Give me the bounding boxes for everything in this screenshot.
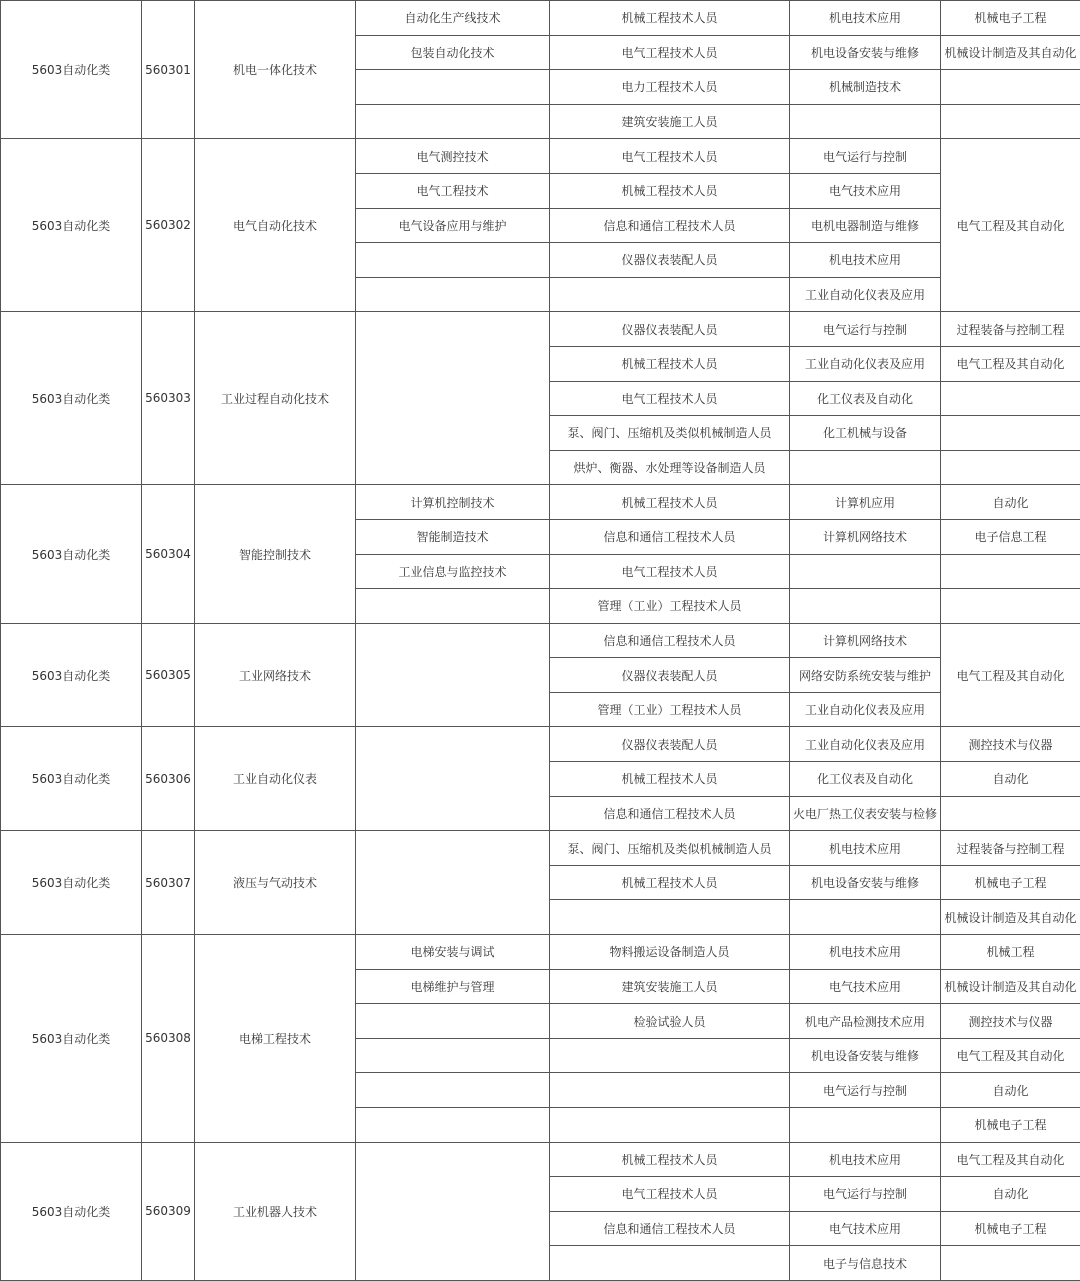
- related-major-cell: [356, 831, 550, 935]
- secondary-major-cell: 电气运行与控制: [790, 312, 941, 347]
- secondary-major-cell: 电机电器制造与维修: [790, 208, 941, 243]
- occupation-cell: 检验试验人员: [550, 1004, 790, 1039]
- occupation-cell: 信息和通信工程技术人员: [550, 1211, 790, 1246]
- secondary-major-cell: [790, 900, 941, 935]
- undergrad-major-cell: 机械电子工程: [941, 865, 1080, 900]
- secondary-major-cell: 工业自动化仪表及应用: [790, 277, 941, 312]
- category-cell: 5603自动化类: [1, 139, 142, 312]
- related-major-cell: 自动化生产线技术: [356, 1, 550, 36]
- secondary-major-cell: 电气技术应用: [790, 173, 941, 208]
- major-cell: 工业网络技术: [195, 623, 356, 727]
- secondary-major-cell: 计算机应用: [790, 485, 941, 520]
- related-major-cell: 计算机控制技术: [356, 485, 550, 520]
- code-cell: 560308: [142, 935, 195, 1143]
- occupation-cell: 物料搬运设备制造人员: [550, 935, 790, 970]
- undergrad-major-cell: 电气工程及其自动化: [941, 623, 1080, 727]
- table-row: [1, 727, 1080, 762]
- category-cell: 5603自动化类: [1, 1142, 142, 1280]
- major-cell: 工业机器人技术: [195, 1142, 356, 1280]
- related-major-cell: 电气测控技术: [356, 139, 550, 174]
- related-major-cell: 工业信息与监控技术: [356, 554, 550, 589]
- secondary-major-cell: 化工机械与设备: [790, 416, 941, 451]
- occupation-cell: 电气工程技术人员: [550, 554, 790, 589]
- occupation-cell: 机械工程技术人员: [550, 485, 790, 520]
- occupation-cell: [550, 900, 790, 935]
- occupation-cell: 电力工程技术人员: [550, 70, 790, 105]
- secondary-major-cell: 机电技术应用: [790, 935, 941, 970]
- undergrad-major-cell: 测控技术与仪器: [941, 727, 1080, 762]
- related-major-cell: [356, 104, 550, 139]
- category-cell: 5603自动化类: [1, 935, 142, 1143]
- undergrad-major-cell: 自动化: [941, 762, 1080, 797]
- code-cell: 560301: [142, 1, 195, 139]
- occupation-cell: 机械工程技术人员: [550, 762, 790, 797]
- undergrad-major-cell: [941, 450, 1080, 485]
- undergrad-major-cell: 机械电子工程: [941, 1211, 1080, 1246]
- secondary-major-cell: [790, 554, 941, 589]
- major-table-body: [1, 1, 1080, 1281]
- secondary-major-cell: 化工仪表及自动化: [790, 381, 941, 416]
- major-cell: 智能控制技术: [195, 485, 356, 623]
- occupation-cell: 电气工程技术人员: [550, 381, 790, 416]
- secondary-major-cell: [790, 589, 941, 624]
- major-cell: 工业过程自动化技术: [195, 312, 356, 485]
- occupation-cell: 信息和通信工程技术人员: [550, 796, 790, 831]
- secondary-major-cell: [790, 104, 941, 139]
- major-cell: 机电一体化技术: [195, 1, 356, 139]
- occupation-cell: 管理（工业）工程技术人员: [550, 589, 790, 624]
- secondary-major-cell: 机电设备安装与维修: [790, 1038, 941, 1073]
- occupation-cell: 机械工程技术人员: [550, 1142, 790, 1177]
- occupation-cell: 电气工程技术人员: [550, 35, 790, 70]
- undergrad-major-cell: 测控技术与仪器: [941, 1004, 1080, 1039]
- secondary-major-cell: 化工仪表及自动化: [790, 762, 941, 797]
- table-row: [1, 139, 1080, 174]
- occupation-cell: 机械工程技术人员: [550, 173, 790, 208]
- undergrad-major-cell: 机械电子工程: [941, 1, 1080, 36]
- table-row: [1, 623, 1080, 658]
- related-major-cell: [356, 277, 550, 312]
- undergrad-major-cell: 自动化: [941, 485, 1080, 520]
- undergrad-major-cell: 过程装备与控制工程: [941, 312, 1080, 347]
- secondary-major-cell: [790, 1108, 941, 1143]
- secondary-major-cell: 工业自动化仪表及应用: [790, 692, 941, 727]
- code-cell: 560303: [142, 312, 195, 485]
- related-major-cell: [356, 727, 550, 831]
- secondary-major-cell: 机电技术应用: [790, 1142, 941, 1177]
- occupation-cell: 电气工程技术人员: [550, 1177, 790, 1212]
- major-cell: 工业自动化仪表: [195, 727, 356, 831]
- secondary-major-cell: 机电产品检测技术应用: [790, 1004, 941, 1039]
- undergrad-major-cell: [941, 416, 1080, 451]
- related-major-cell: [356, 1073, 550, 1108]
- occupation-cell: [550, 277, 790, 312]
- secondary-major-cell: 机电设备安装与维修: [790, 35, 941, 70]
- occupation-cell: 建筑安装施工人员: [550, 104, 790, 139]
- undergrad-major-cell: 电子信息工程: [941, 519, 1080, 554]
- table-row: [1, 935, 1080, 970]
- undergrad-major-cell: 自动化: [941, 1073, 1080, 1108]
- related-major-cell: [356, 589, 550, 624]
- undergrad-major-cell: 电气工程及其自动化: [941, 346, 1080, 381]
- related-major-cell: [356, 623, 550, 727]
- secondary-major-cell: 电气运行与控制: [790, 139, 941, 174]
- undergrad-major-cell: [941, 796, 1080, 831]
- occupation-cell: 机械工程技术人员: [550, 865, 790, 900]
- occupation-cell: 泵、阀门、压缩机及类似机械制造人员: [550, 831, 790, 866]
- secondary-major-cell: 电气技术应用: [790, 1211, 941, 1246]
- secondary-major-cell: 计算机网络技术: [790, 519, 941, 554]
- secondary-major-cell: 机电技术应用: [790, 243, 941, 278]
- undergrad-major-cell: 机械设计制造及其自动化: [941, 35, 1080, 70]
- code-cell: 560309: [142, 1142, 195, 1280]
- category-cell: 5603自动化类: [1, 831, 142, 935]
- related-major-cell: 电气工程技术: [356, 173, 550, 208]
- secondary-major-cell: 机械制造技术: [790, 70, 941, 105]
- table-row: [1, 1, 1080, 36]
- secondary-major-cell: 网络安防系统安装与维护: [790, 658, 941, 693]
- related-major-cell: [356, 1108, 550, 1143]
- occupation-cell: 仪器仪表装配人员: [550, 312, 790, 347]
- table-row: [1, 312, 1080, 347]
- category-cell: 5603自动化类: [1, 1, 142, 139]
- major-cell: 电梯工程技术: [195, 935, 356, 1143]
- occupation-cell: 建筑安装施工人员: [550, 969, 790, 1004]
- secondary-major-cell: 机电技术应用: [790, 831, 941, 866]
- occupation-cell: 信息和通信工程技术人员: [550, 623, 790, 658]
- related-major-cell: [356, 70, 550, 105]
- category-cell: 5603自动化类: [1, 623, 142, 727]
- secondary-major-cell: 电气技术应用: [790, 969, 941, 1004]
- undergrad-major-cell: 机械设计制造及其自动化: [941, 900, 1080, 935]
- occupation-cell: 仪器仪表装配人员: [550, 243, 790, 278]
- related-major-cell: [356, 1142, 550, 1280]
- undergrad-major-cell: 机械设计制造及其自动化: [941, 969, 1080, 1004]
- table-row: [1, 1142, 1080, 1177]
- undergrad-major-cell: 电气工程及其自动化: [941, 1142, 1080, 1177]
- secondary-major-cell: 火电厂热工仪表安装与检修: [790, 796, 941, 831]
- related-major-cell: [356, 1004, 550, 1039]
- undergrad-major-cell: [941, 70, 1080, 105]
- undergrad-major-cell: [941, 1246, 1080, 1281]
- undergrad-major-cell: 电气工程及其自动化: [941, 139, 1080, 312]
- occupation-cell: [550, 1246, 790, 1281]
- related-major-cell: 包装自动化技术: [356, 35, 550, 70]
- related-major-cell: 电梯维护与管理: [356, 969, 550, 1004]
- major-cell: 电气自动化技术: [195, 139, 356, 312]
- occupation-cell: 电气工程技术人员: [550, 139, 790, 174]
- secondary-major-cell: 电子与信息技术: [790, 1246, 941, 1281]
- occupation-cell: 仪器仪表装配人员: [550, 727, 790, 762]
- secondary-major-cell: [790, 450, 941, 485]
- secondary-major-cell: 工业自动化仪表及应用: [790, 346, 941, 381]
- table-row: [1, 485, 1080, 520]
- table-row: [1, 831, 1080, 866]
- code-cell: 560304: [142, 485, 195, 623]
- occupation-cell: [550, 1108, 790, 1143]
- secondary-major-cell: 机电技术应用: [790, 1, 941, 36]
- undergrad-major-cell: [941, 381, 1080, 416]
- occupation-cell: [550, 1073, 790, 1108]
- undergrad-major-cell: [941, 554, 1080, 589]
- code-cell: 560305: [142, 623, 195, 727]
- occupation-cell: 仪器仪表装配人员: [550, 658, 790, 693]
- category-cell: 5603自动化类: [1, 727, 142, 831]
- occupation-cell: [550, 1038, 790, 1073]
- major-cell: 液压与气动技术: [195, 831, 356, 935]
- secondary-major-cell: 电气运行与控制: [790, 1073, 941, 1108]
- occupation-cell: 管理（工业）工程技术人员: [550, 692, 790, 727]
- occupation-cell: 烘炉、衡器、水处理等设备制造人员: [550, 450, 790, 485]
- secondary-major-cell: 机电设备安装与维修: [790, 865, 941, 900]
- related-major-cell: [356, 312, 550, 485]
- related-major-cell: [356, 1038, 550, 1073]
- occupation-cell: 信息和通信工程技术人员: [550, 208, 790, 243]
- code-cell: 560302: [142, 139, 195, 312]
- occupation-cell: 信息和通信工程技术人员: [550, 519, 790, 554]
- related-major-cell: 智能制造技术: [356, 519, 550, 554]
- related-major-cell: 电梯安装与调试: [356, 935, 550, 970]
- category-cell: 5603自动化类: [1, 485, 142, 623]
- undergrad-major-cell: 自动化: [941, 1177, 1080, 1212]
- code-cell: 560306: [142, 727, 195, 831]
- occupation-cell: 机械工程技术人员: [550, 1, 790, 36]
- secondary-major-cell: 电气运行与控制: [790, 1177, 941, 1212]
- occupation-cell: 机械工程技术人员: [550, 346, 790, 381]
- undergrad-major-cell: 机械电子工程: [941, 1108, 1080, 1143]
- secondary-major-cell: 工业自动化仪表及应用: [790, 727, 941, 762]
- undergrad-major-cell: [941, 104, 1080, 139]
- undergrad-major-cell: 电气工程及其自动化: [941, 1038, 1080, 1073]
- undergrad-major-cell: 过程装备与控制工程: [941, 831, 1080, 866]
- undergrad-major-cell: 机械工程: [941, 935, 1080, 970]
- related-major-cell: [356, 243, 550, 278]
- code-cell: 560307: [142, 831, 195, 935]
- occupation-cell: 泵、阀门、压缩机及类似机械制造人员: [550, 416, 790, 451]
- undergrad-major-cell: [941, 589, 1080, 624]
- related-major-cell: 电气设备应用与维护: [356, 208, 550, 243]
- secondary-major-cell: 计算机网络技术: [790, 623, 941, 658]
- category-cell: 5603自动化类: [1, 312, 142, 485]
